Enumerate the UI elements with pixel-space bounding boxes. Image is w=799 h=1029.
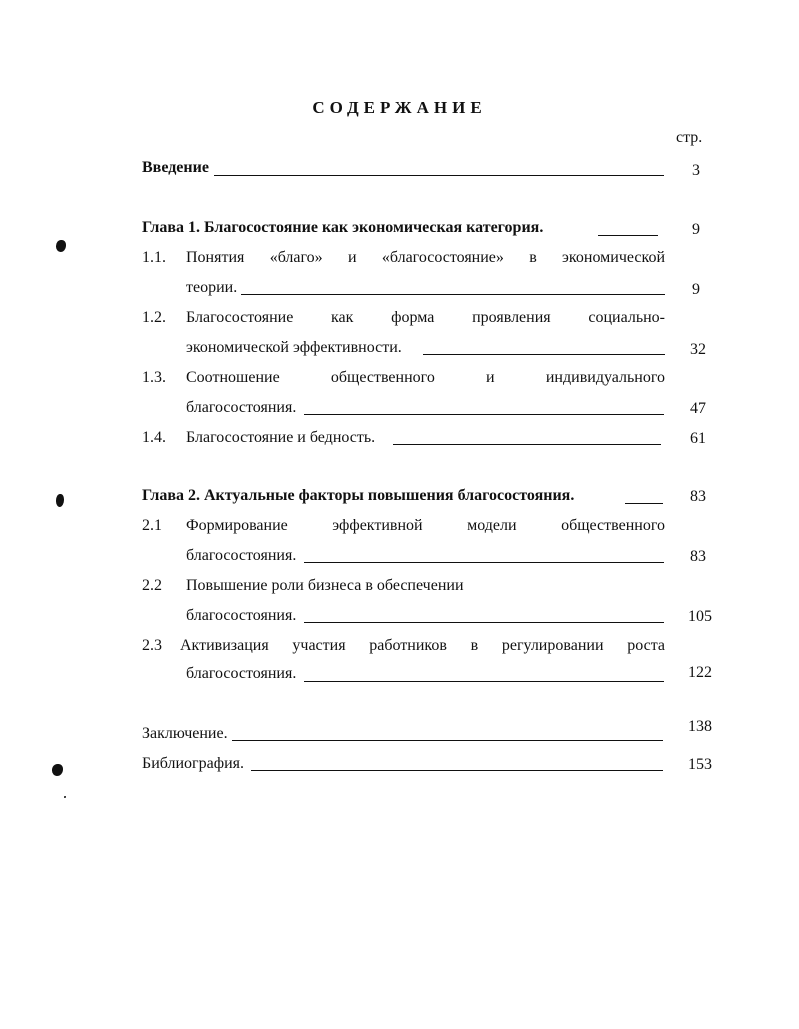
- toc-section-2-2-line1: Повышение роли бизнеса в обеспечении: [186, 577, 464, 594]
- leader-line: [304, 681, 664, 682]
- toc-chapter2-title: Глава 2. Актуальные факторы повышения благосостояния.: [142, 487, 575, 504]
- toc-section-1-2-page: 32: [690, 341, 706, 358]
- toc-section-2-1-line1: Формирование эффективной модели общественного: [186, 517, 665, 534]
- leader-line: [423, 354, 665, 355]
- toc-section-2-3-line2: благосостояния.: [186, 665, 297, 682]
- toc-section-1-3-line1: Соотношение общественного и индивидуального: [186, 369, 665, 386]
- toc-section-1-2-line1: Благосостояние как форма проявления социально-: [186, 309, 665, 326]
- toc-conclusion-page: 138: [688, 718, 712, 735]
- leader-line: [598, 235, 658, 236]
- toc-section-1-1-page: 9: [692, 281, 700, 298]
- binding-mark: [52, 764, 63, 776]
- toc-intro-page: 3: [692, 162, 700, 179]
- leader-line: [625, 503, 663, 504]
- toc-section-2-3-page: 122: [688, 664, 712, 681]
- page-column-header: стр.: [676, 129, 703, 146]
- leader-line: [393, 444, 661, 445]
- toc-section-1-3-num: 1.3.: [142, 369, 166, 386]
- leader-line: [214, 175, 664, 176]
- binding-mark: [56, 494, 64, 507]
- toc-chapter1-title: Глава 1. Благосостояние как экономическая категория.: [142, 219, 544, 236]
- toc-section-1-3-page: 47: [690, 400, 706, 417]
- toc-section-1-3-line2: благосостояния.: [186, 399, 297, 416]
- toc-section-1-4-num: 1.4.: [142, 429, 166, 446]
- leader-line: [232, 740, 663, 741]
- toc-section-2-2-line2: благосостояния.: [186, 607, 297, 624]
- toc-section-2-3-line1: Активизация участия работников в регулировании роста: [180, 637, 665, 654]
- toc-chapter1-page: 9: [692, 221, 700, 238]
- toc-section-1-2-line2: экономической эффективности.: [186, 339, 402, 356]
- toc-intro-label: Введение: [142, 159, 209, 176]
- toc-section-2-1-line2: благосостояния.: [186, 547, 297, 564]
- toc-bibliography-label: Библиография.: [142, 755, 244, 772]
- toc-section-1-1-line2: теории.: [186, 279, 238, 296]
- toc-section-2-2-page: 105: [688, 608, 712, 625]
- leader-line: [251, 770, 663, 771]
- binding-mark: [56, 240, 66, 252]
- leader-line: [304, 622, 664, 623]
- toc-section-1-4-page: 61: [690, 430, 706, 447]
- toc-section-1-2-num: 1.2.: [142, 309, 166, 326]
- toc-section-1-4-line1: Благосостояние и бедность.: [186, 429, 376, 446]
- toc-section-1-1-num: 1.1.: [142, 249, 166, 266]
- leader-line: [241, 294, 665, 295]
- page-title: СОДЕРЖАНИЕ: [312, 98, 487, 117]
- scan-speck: [64, 796, 66, 798]
- leader-line: [304, 414, 664, 415]
- toc-conclusion-label: Заключение.: [142, 725, 228, 742]
- toc-section-2-3-num: 2.3: [142, 637, 162, 654]
- toc-chapter2-page: 83: [690, 488, 706, 505]
- toc-section-1-1-line1: Понятия «благо» и «благосостояние» в экономической: [186, 249, 665, 266]
- toc-section-2-1-num: 2.1: [142, 517, 162, 534]
- toc-bibliography-page: 153: [688, 756, 712, 773]
- leader-line: [304, 562, 664, 563]
- toc-section-2-2-num: 2.2: [142, 577, 162, 594]
- toc-section-2-1-page: 83: [690, 548, 706, 565]
